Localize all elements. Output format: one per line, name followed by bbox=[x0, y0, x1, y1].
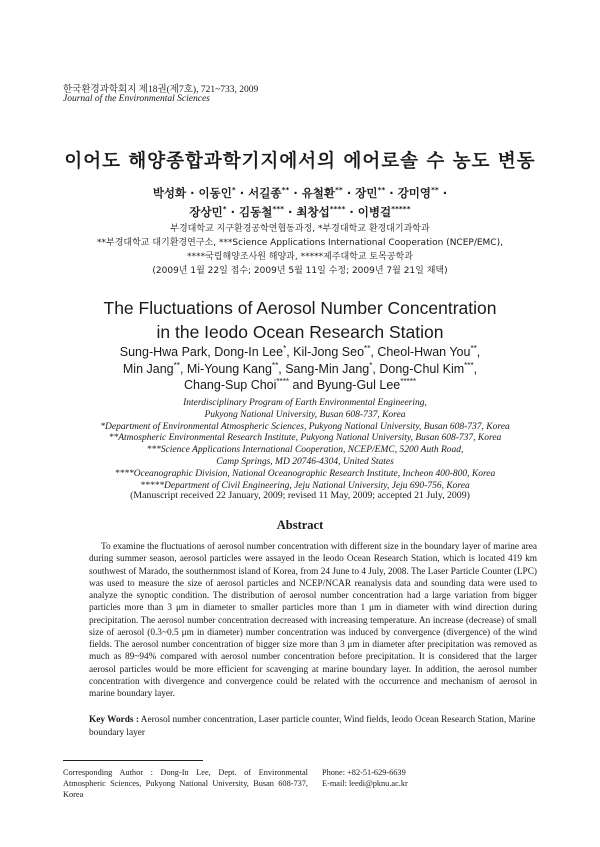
keywords-label: Key Words : bbox=[89, 715, 139, 725]
affiliation-mark: ** bbox=[335, 185, 343, 195]
affiliation-english-line: *Department of Environmental Atmospheric Sciences, Pukyong National University, Busan 608-737, Korea bbox=[100, 421, 510, 432]
author-name: Dong-Chul Kim bbox=[379, 361, 465, 376]
author-name: Cheol-Hwan You bbox=[377, 345, 471, 359]
journal-citation-korean: 한국환경과학회지 제18권(제7호), 721~733, 2009 bbox=[63, 85, 259, 95]
affiliation-mark: * bbox=[222, 204, 227, 214]
received-dates-korean: (2009년 1월 22일 접수; 2009년 5월 11일 수정; 2009년 7월 21일 채택) bbox=[152, 266, 448, 276]
affiliations-english bbox=[65, 398, 545, 492]
affiliation-mark: ** bbox=[364, 343, 371, 353]
affiliation-mark: ** bbox=[173, 360, 180, 370]
affiliation-english-line: Camp Springs, MD 20746-4304, United States bbox=[216, 456, 394, 467]
affiliation-mark: * bbox=[369, 360, 373, 370]
affiliation-mark: *** bbox=[464, 360, 474, 370]
author-name: Mi-Young Kang bbox=[186, 361, 272, 376]
author-name: Dong-In Lee bbox=[214, 345, 284, 359]
authors-english-line: Sung-Hwa Park, Dong-In Lee*, Kil-Jong Seo**, Cheol-Hwan You**, bbox=[119, 343, 481, 359]
affiliation-mark: ** bbox=[377, 185, 386, 195]
affiliation-korean-line: **부경대학교 대기환경연구소, ***Science Applications International Cooperation (NCEP/EMC), bbox=[97, 238, 503, 248]
email-address: E-mail: leedi@pknu.ac.kr bbox=[322, 778, 408, 788]
author-name: 이동인 bbox=[198, 186, 232, 200]
affiliation-english-line: **Atmospheric Environmental Research Institute, Pukyong National University, Busan 608-737, Korea bbox=[108, 433, 502, 444]
affiliation-english-line: Pukyong National University, Busan 608-737, Korea bbox=[204, 409, 406, 420]
affiliation-english-line: ****Oceanographic Division, National Oceanographic Research Institute, Incheon 400-800, Korea bbox=[114, 468, 496, 479]
author-name: 박성화 bbox=[152, 186, 187, 200]
affiliation-mark: ***** bbox=[391, 204, 411, 214]
author-name: Kil-Jong Seo bbox=[293, 345, 365, 359]
affiliation-english-line: ***Science Applications International Cooperation, NCEP/EMC, 5200 Auth Road, bbox=[146, 445, 464, 456]
affiliation-mark: **** bbox=[329, 204, 346, 214]
affiliation-mark: **** bbox=[276, 376, 290, 386]
author-name: 강미영 bbox=[397, 186, 431, 200]
author-name: 서길종 bbox=[248, 186, 282, 200]
authors-english-line: Min Jang**, Mi-Young Kang**, Sang-Min Jang*, Dong-Chul Kim***, bbox=[122, 360, 478, 376]
affiliation-mark: *** bbox=[272, 204, 285, 214]
author-name: Chang-Sup Choi bbox=[183, 378, 277, 392]
authors-english bbox=[30, 344, 570, 394]
affiliation-korean-line: 부경대학교 지구환경공학연협동과정, *부경대학교 환경대기과학과 bbox=[170, 224, 430, 234]
footnote-divider bbox=[63, 760, 203, 761]
affiliation-mark: ***** bbox=[400, 376, 417, 386]
author-name: Sung-Hwa Park bbox=[119, 345, 208, 359]
keywords bbox=[89, 714, 537, 739]
title-english-line: in the Ieodo Ocean Research Station bbox=[156, 322, 444, 342]
affiliation-mark: * bbox=[283, 343, 287, 353]
author-name: 장상민 bbox=[189, 205, 223, 219]
affiliation-mark: * bbox=[231, 185, 236, 195]
author-name: 이병걸 bbox=[357, 205, 392, 219]
affiliation-mark: ** bbox=[470, 343, 477, 353]
abstract-body: To examine the fluctuations of aerosol number concentration with different size in the boundary layer of marine area during summer season, aerosol particles were assayed in the Ieodo Ocean Research Station, which is located 419 km southwest of Marado, the southernmost island of Korea, from 24 June to 4 July, 2008. The Laser Particle Counter (LPC) was used to measure the size of aerosol particles and NCEP/NCAR reanalysis data and sounding data were used to analyze the synoptic condition. The distribution of aerosol number concentration had a large variation from bigger particles more than 3 μm in diameter to smaller particles more than 1 μm in diameter with wind direction during precipitation. The aerosol number concentration decreased with increasing temperature. An increase (decrease) of small size of aerosol (0.3~0.5 μm in diameter) number concentration was induced by convergence (divergence) of the wind fields. The aerosol number concentration of bigger size more than 3 μm in diameter after precipitation was removed as much as 89~94% compared with aerosol number concentration before precipitation. It is considered that the larger aerosol particles would be more efficient for scavenging at marine boundary layer. In addition, the aerosol number concentration with divergence and convergence could be related with the occurrence and mechanism of aerosol in marine boundary layer. bbox=[89, 542, 537, 699]
title-english-line: The Fluctuations of Aerosol Number Concentration bbox=[103, 298, 497, 318]
author-name: Sang-Min Jang bbox=[285, 361, 370, 376]
affiliations-korean bbox=[55, 222, 545, 278]
author-name: Min Jang bbox=[122, 361, 174, 376]
author-name: 김동철 bbox=[238, 205, 273, 219]
author-name: 유철환 bbox=[301, 186, 336, 200]
affiliation-english-line: *****Department of Civil Engineering, Jeju National University, Jeju 690-756, Korea bbox=[140, 480, 470, 491]
affiliation-mark: ** bbox=[271, 360, 279, 370]
authors-korean-line: 장상민* · 김동철*** · 최창섭**** · 이병걸***** bbox=[189, 204, 411, 219]
contact-info bbox=[322, 768, 522, 790]
journal-name-english: Journal of the Environmental Sciences bbox=[63, 94, 210, 104]
corresponding-author: Corresponding Author : Dong-In Lee, Dept. of Environmental Atmospheric Sciences, Pukyong National University, Busan 608-737, Korea bbox=[63, 768, 308, 799]
affiliation-korean-line: ****국립해양조사원 해양과, *****제주대학교 토목공학과 bbox=[187, 252, 413, 262]
author-name: Byung-Gul Lee bbox=[316, 378, 401, 392]
authors-korean bbox=[40, 184, 560, 222]
title-english bbox=[0, 296, 600, 344]
author-name: 장민 bbox=[355, 186, 378, 200]
keywords-text: Aerosol number concentration, Laser particle counter, Wind fields, Ieodo Ocean Research Station, Marine boundary layer bbox=[89, 715, 536, 738]
manuscript-dates: (Manuscript received 22 January, 2009; revised 11 May, 2009; accepted 21 July, 2009) bbox=[130, 490, 470, 501]
author-name: 최창섭 bbox=[296, 205, 330, 219]
affiliation-mark: ** bbox=[281, 185, 290, 195]
authors-korean-line: 박성화 · 이동인* · 서길종** · 유철환** · 장민** · 강미영** · bbox=[152, 185, 448, 200]
authors-english-line: Chang-Sup Choi**** and Byung-Gul Lee***** bbox=[183, 376, 417, 392]
affiliation-english-line: Interdisciplinary Program of Earth Environmental Engineering, bbox=[183, 398, 427, 408]
title-korean: 이어도 해양종합과학기지에서의 에어로솔 수 농도 변동 bbox=[64, 151, 536, 172]
affiliation-mark: ** bbox=[430, 185, 439, 195]
abstract-heading: Abstract bbox=[276, 518, 324, 532]
phone-number: Phone: +82-51-629-6639 bbox=[322, 768, 406, 777]
